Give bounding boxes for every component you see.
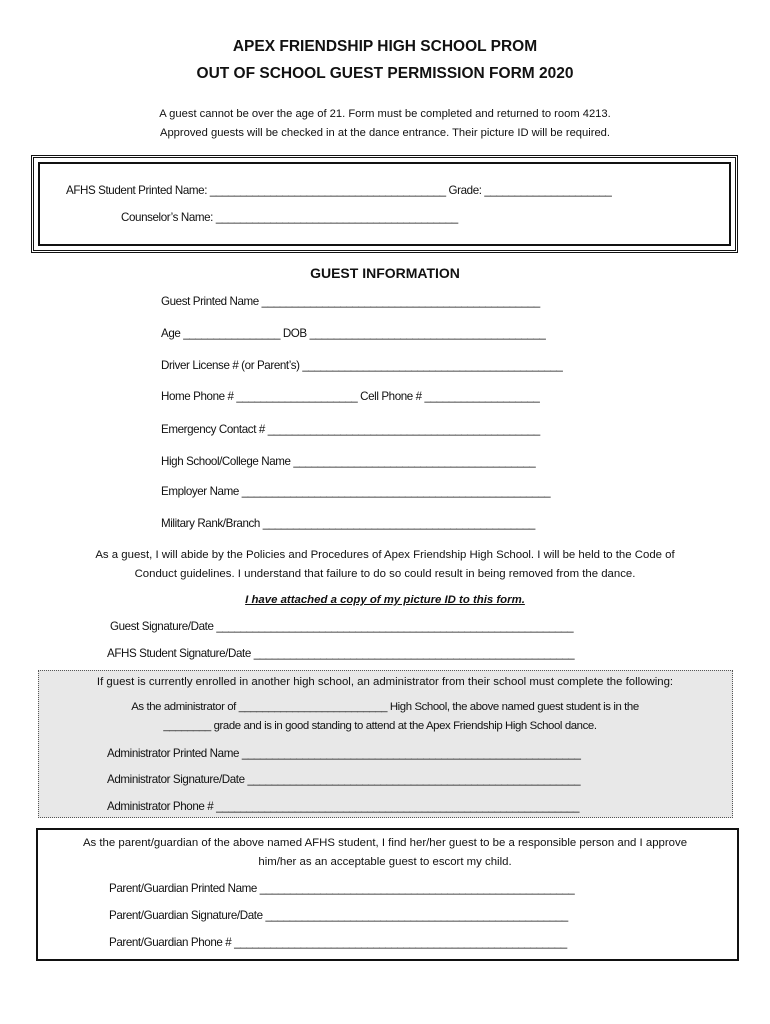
administrator-statement-line1[interactable]: As the administrator of _________________________ High School, the above named guest student is in the	[131, 701, 639, 713]
age-dob-field[interactable]: Age ________________ DOB _______________________________________	[161, 327, 546, 340]
administrator-box	[38, 670, 733, 818]
phone-fields[interactable]: Home Phone # ____________________ Cell Phone # ___________________	[161, 390, 540, 403]
student-info-box	[31, 155, 738, 253]
parent-phone-field[interactable]: Parent/Guardian Phone # _______________________________________________________	[109, 936, 567, 949]
administrator-phone-field[interactable]: Administrator Phone # ____________________________________________________________	[107, 800, 580, 813]
administrator-signature-field[interactable]: Administrator Signature/Date _______________________________________________________	[107, 773, 581, 786]
agreement-line1: As a guest, I will abide by the Policies and Procedures of Apex Friendship High School. I will be held to the Code of	[95, 549, 675, 561]
form-title-line1: APEX FRIENDSHIP HIGH SCHOOL PROM	[232, 38, 538, 55]
parent-signature-field[interactable]: Parent/Guardian Signature/Date __________________________________________________	[109, 909, 568, 922]
administrator-name-field[interactable]: Administrator Printed Name ________________________________________________________	[107, 747, 581, 760]
parent-statement-line2: him/her as an acceptable guest to escort my child.	[258, 856, 512, 868]
guest-signature-field[interactable]: Guest Signature/Date ___________________________________________________________	[110, 620, 574, 633]
parent-statement-line1: As the parent/guardian of the above named AFHS student, I find her/her guest to be a responsible person and I approve	[82, 837, 688, 849]
picture-id-note: I have attached a copy of my picture ID to this form.	[245, 594, 525, 606]
administrator-intro: If guest is currently enrolled in another high school, an administrator from their school must complete the following:	[96, 676, 674, 688]
emergency-contact-field[interactable]: Emergency Contact # _____________________________________________	[161, 423, 540, 436]
administrator-statement-line2[interactable]: ________ grade and is in good standing to attend at the Apex Friendship High School dance.	[163, 720, 597, 732]
parent-name-field[interactable]: Parent/Guardian Printed Name ____________________________________________________	[109, 882, 575, 895]
guest-name-field[interactable]: Guest Printed Name ______________________________________________	[161, 295, 540, 308]
driver-license-field[interactable]: Driver License # (or Parent’s) ___________________________________________	[161, 359, 563, 372]
intro-line1: A guest cannot be over the age of 21. Form must be completed and returned to room 4213.	[159, 108, 611, 120]
military-rank-field[interactable]: Military Rank/Branch _____________________________________________	[161, 517, 535, 530]
student-signature-field[interactable]: AFHS Student Signature/Date _____________________________________________________	[107, 647, 575, 660]
employer-name-field[interactable]: Employer Name ___________________________________________________	[161, 485, 551, 498]
agreement-line2: Conduct guidelines. I understand that failure to do so could result in being removed from the dance.	[134, 568, 636, 580]
student-name-field[interactable]: AFHS Student Printed Name: _______________________________________ Grade: _____________________	[66, 184, 612, 197]
school-name-field[interactable]: High School/College Name ________________________________________	[161, 455, 536, 468]
counselor-name-field[interactable]: Counselor’s Name: ________________________________________	[121, 211, 458, 224]
intro-line2: Approved guests will be checked in at the dance entrance. Their picture ID will be required.	[159, 127, 611, 139]
guest-information-heading: GUEST INFORMATION	[310, 265, 460, 281]
form-title-line2: OUT OF SCHOOL GUEST PERMISSION FORM 2020	[196, 65, 574, 82]
